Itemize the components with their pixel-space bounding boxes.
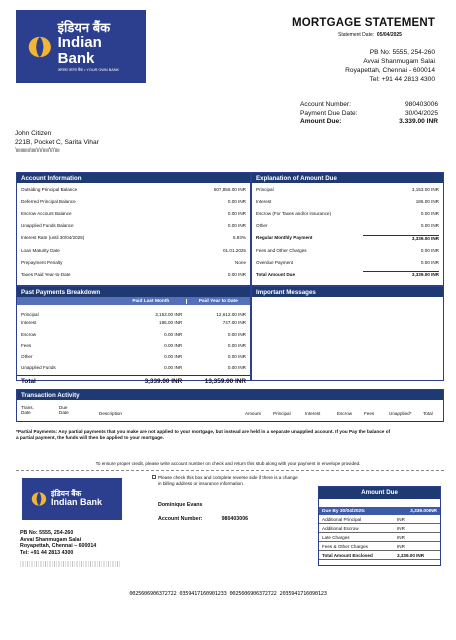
col-escrow: Escrow <box>337 411 353 416</box>
stub-amount-row <box>319 524 440 533</box>
explanation-label: Interest <box>256 198 272 204</box>
customer-barcode: 'ıııııııııııı'ııııı'ıı'ıı'ııııı''ıı'ı'ıııı <box>15 148 60 154</box>
stub-instruction: To ensure proper credit, please write account number on check and return this stub along with your payment in envelope provided. <box>95 461 361 466</box>
account-info-label: Outsiding Principal Balance <box>21 186 78 192</box>
explanation-label: Escrow (For Taxes and/or insurance) <box>256 210 331 216</box>
stub-bank-logo <box>22 478 122 520</box>
messages-title: Important Messages <box>252 287 443 297</box>
stub-amount-due-title: Amount Due <box>319 487 440 499</box>
statement-date: Statement Date: 05/04/2025 <box>338 32 402 38</box>
stub-amount-label: Total Amount Enclosed <box>322 552 373 558</box>
past-payment-label: Principal <box>21 312 39 318</box>
customer-address-line1: 221B, Pocket C, Sarita Vihar <box>15 138 99 146</box>
past-payment-label: Other <box>21 354 33 359</box>
explanation-label: Overdue Payment <box>256 259 294 265</box>
transactions-title: Transaction Activity <box>17 390 443 400</box>
account-info-value: 0.00 INR <box>227 223 246 229</box>
past-payments-panel <box>16 286 251 385</box>
account-info-value: 5.93% <box>232 235 246 241</box>
past-payment-row <box>17 319 250 328</box>
stub-amount-due-box <box>318 486 441 566</box>
stub-amount-value: INR <box>397 543 405 549</box>
account-info-label: Loan Maturity Date <box>21 247 60 253</box>
account-info-row <box>17 256 250 268</box>
address-change-checkbox[interactable] <box>152 475 156 479</box>
col-fees: Fees <box>364 411 375 416</box>
explanation-value: 0.00 INR <box>420 210 439 216</box>
past-payment-label: Escrow <box>21 332 37 337</box>
account-info-label: Deferred Principal Balance <box>21 198 76 204</box>
past-payment-last: 0.00 INR <box>164 365 183 370</box>
bank-emblem-icon <box>26 34 54 60</box>
explanation-value: 3,153.00 INR <box>411 186 439 192</box>
stub-amount-label: Late Charges <box>322 534 350 540</box>
past-payment-row <box>17 329 250 340</box>
past-payments-title: Past Payments Breakdown <box>17 287 250 297</box>
account-info-row <box>17 183 250 195</box>
micr-line: 0025606906372722 0359417160901233 0025606906372722 2035941716090123 <box>129 591 327 597</box>
bank-hindi-name: इंडियन बैंक <box>57 20 111 36</box>
past-payment-last: 0.00 INR <box>164 354 183 359</box>
account-info-label: Unapplied Funds Balance <box>21 223 74 229</box>
past-payment-ytd: 747.00 INR <box>222 320 246 326</box>
account-info-label: Taxes Paid Year-to-Date <box>21 271 71 277</box>
past-payment-row <box>17 351 250 362</box>
stub-amount-label: Fees & Other Charges <box>322 543 368 549</box>
stub-barcode <box>20 561 120 567</box>
bank-logo <box>16 10 146 83</box>
account-info-row <box>17 220 250 232</box>
past-payment-last: 186.00 INR <box>159 320 183 326</box>
transactions-panel <box>16 389 444 422</box>
account-info-label: Interest Rate (until 30/04/2025) <box>21 235 85 241</box>
account-info-value: 0.00 INR <box>227 271 246 277</box>
explanation-label: Other <box>256 223 268 229</box>
explanation-value: 0.00 INR <box>420 247 439 253</box>
stub-due-by: Due By 30/04/2025: 3,339.00INR <box>319 507 440 515</box>
explanation-label: Regular Monthly Payment <box>256 235 313 241</box>
stub-bank-hindi-name: इंडियन बैंक <box>51 489 82 499</box>
account-info-row <box>17 195 250 207</box>
past-payment-row <box>17 362 250 373</box>
stub-amount-value: INR <box>397 525 405 531</box>
bank-tagline: आपका अपना बैंक • YOUR OWN BANK <box>57 67 120 72</box>
col-amount: Amount <box>245 411 261 416</box>
account-info-title: Account Information <box>17 173 250 183</box>
account-info-row <box>17 268 250 280</box>
stub-amount-label: Additional Principal <box>322 516 362 522</box>
past-payment-ytd: 0.00 INR <box>227 332 246 337</box>
bank-english-name: Indian Bank <box>57 34 102 67</box>
stub-divider <box>16 470 444 471</box>
stub-amount-value: 3,339.00 INR <box>397 552 425 558</box>
explanation-row <box>252 256 443 268</box>
customer-name: John Citizen <box>15 130 52 137</box>
explanation-panel <box>251 172 444 286</box>
past-payments-total: Total 3,339.00 INR 13,359.00 INR <box>17 375 250 385</box>
partial-payment-note: *Partial Payments: Any partial payments that you make are not applied to your mortgage, but instead are held in a separate unapplied account. If you Pay the balance of a partial payment, the funds will then be applied to your mortgage. <box>16 429 391 440</box>
explanation-value: 186.00 INR <box>415 198 439 204</box>
explanation-row <box>252 244 443 256</box>
bank-address: PB No: 5555, 254-260 Avvai Shanmugam Salai Royapettah, Chennai - 600014 Tel: +91 44 2813 4300 <box>345 49 435 83</box>
past-payment-last: 0.00 INR <box>164 343 183 348</box>
explanation-label: Total Amount Due <box>256 271 296 277</box>
explanation-label: Fees and Other Charges <box>256 247 307 253</box>
col-interest: Interest <box>305 411 321 416</box>
past-payments-header: Paid Last Month Paid Year to Date <box>17 297 250 305</box>
stub-name: Dominique Evans <box>158 502 203 508</box>
past-payment-last: 0.00 INR <box>164 332 183 337</box>
customer-address <box>15 130 99 156</box>
past-payment-row <box>17 340 250 351</box>
messages-panel <box>251 286 444 381</box>
account-info-value: 0.00 INR <box>227 210 246 216</box>
stub-amount-row <box>319 533 440 542</box>
account-info-panel <box>16 172 251 286</box>
col-total: Total <box>423 411 433 416</box>
statement-title: MORTGAGE STATEMENT <box>292 17 436 29</box>
stub-account: Account Number: 980403006 <box>158 516 249 522</box>
address-change-text: Please check this box and complete reverse side if there is a change in billing address or insurance information. <box>158 475 298 486</box>
stub-amount-value: INR <box>397 516 405 522</box>
account-info-row <box>17 244 250 256</box>
col-unapplied: Unapplied* <box>389 411 412 416</box>
stub-bank-emblem-icon <box>30 491 48 507</box>
explanation-label: Principal <box>256 186 274 192</box>
account-info-value: None <box>235 259 246 265</box>
past-payment-ytd: 12,612.00 INR <box>216 312 246 318</box>
account-info-row <box>17 207 250 219</box>
col-due-date: Due Date <box>59 405 69 415</box>
account-summary: Account Number: 980403006 Payment Due Date: 30/04/2025 Amount Due: 3.339.00 INR <box>300 101 438 125</box>
stub-bank-address: PB No: 5555, 254-260 Avvai Shanmugam Salai Royapettah, Chennai – 600014 Tel: +91 44 2813 4300 <box>20 530 97 557</box>
col-principal: Principal <box>273 411 291 416</box>
account-info-value: 0.00 INR <box>227 198 246 204</box>
account-info-value: 507,855.00 INR <box>213 186 246 192</box>
stub-amount-label: Additional Escrow <box>322 525 359 531</box>
stub-amount-row <box>319 515 440 524</box>
col-trans-date: Trans. Date <box>21 405 34 415</box>
account-info-row <box>17 232 250 244</box>
stub-amount-row <box>319 542 440 551</box>
past-payment-row <box>17 311 250 319</box>
explanation-row <box>252 220 443 232</box>
explanation-value: 3,339.00 INR <box>363 235 439 241</box>
account-info-label: Prepayment Penalty <box>21 259 63 265</box>
explanation-row <box>252 183 443 195</box>
past-payment-label: Fees <box>21 343 32 348</box>
account-info-value: 01.01.2025 <box>223 247 246 253</box>
explanation-row <box>252 195 443 207</box>
past-payment-ytd: 0.00 INR <box>227 354 246 359</box>
past-payment-label: Interest <box>21 320 37 326</box>
explanation-row <box>252 232 443 244</box>
stub-amount-value: INR <box>397 534 405 540</box>
past-payment-last: 3,153.00 INR <box>155 312 183 318</box>
explanation-title: Explanation of Amount Due <box>252 173 443 183</box>
past-payment-ytd: 0.00 INR <box>227 343 246 348</box>
explanation-value: 0.00 INR <box>420 223 439 229</box>
explanation-row <box>252 268 443 280</box>
stub-bank-english-name: Indian Bank <box>51 497 103 508</box>
past-payment-label: Unapplied Funds <box>21 365 56 370</box>
explanation-value: 0.00 INR <box>420 259 439 265</box>
past-payment-ytd: 0.00 INR <box>227 365 246 370</box>
stub-amount-row <box>319 551 440 560</box>
explanation-value: 3,339.00 INR <box>363 271 439 277</box>
explanation-row <box>252 207 443 219</box>
account-info-label: Escrow Account Balance <box>21 210 72 216</box>
col-description: Description <box>99 411 122 416</box>
